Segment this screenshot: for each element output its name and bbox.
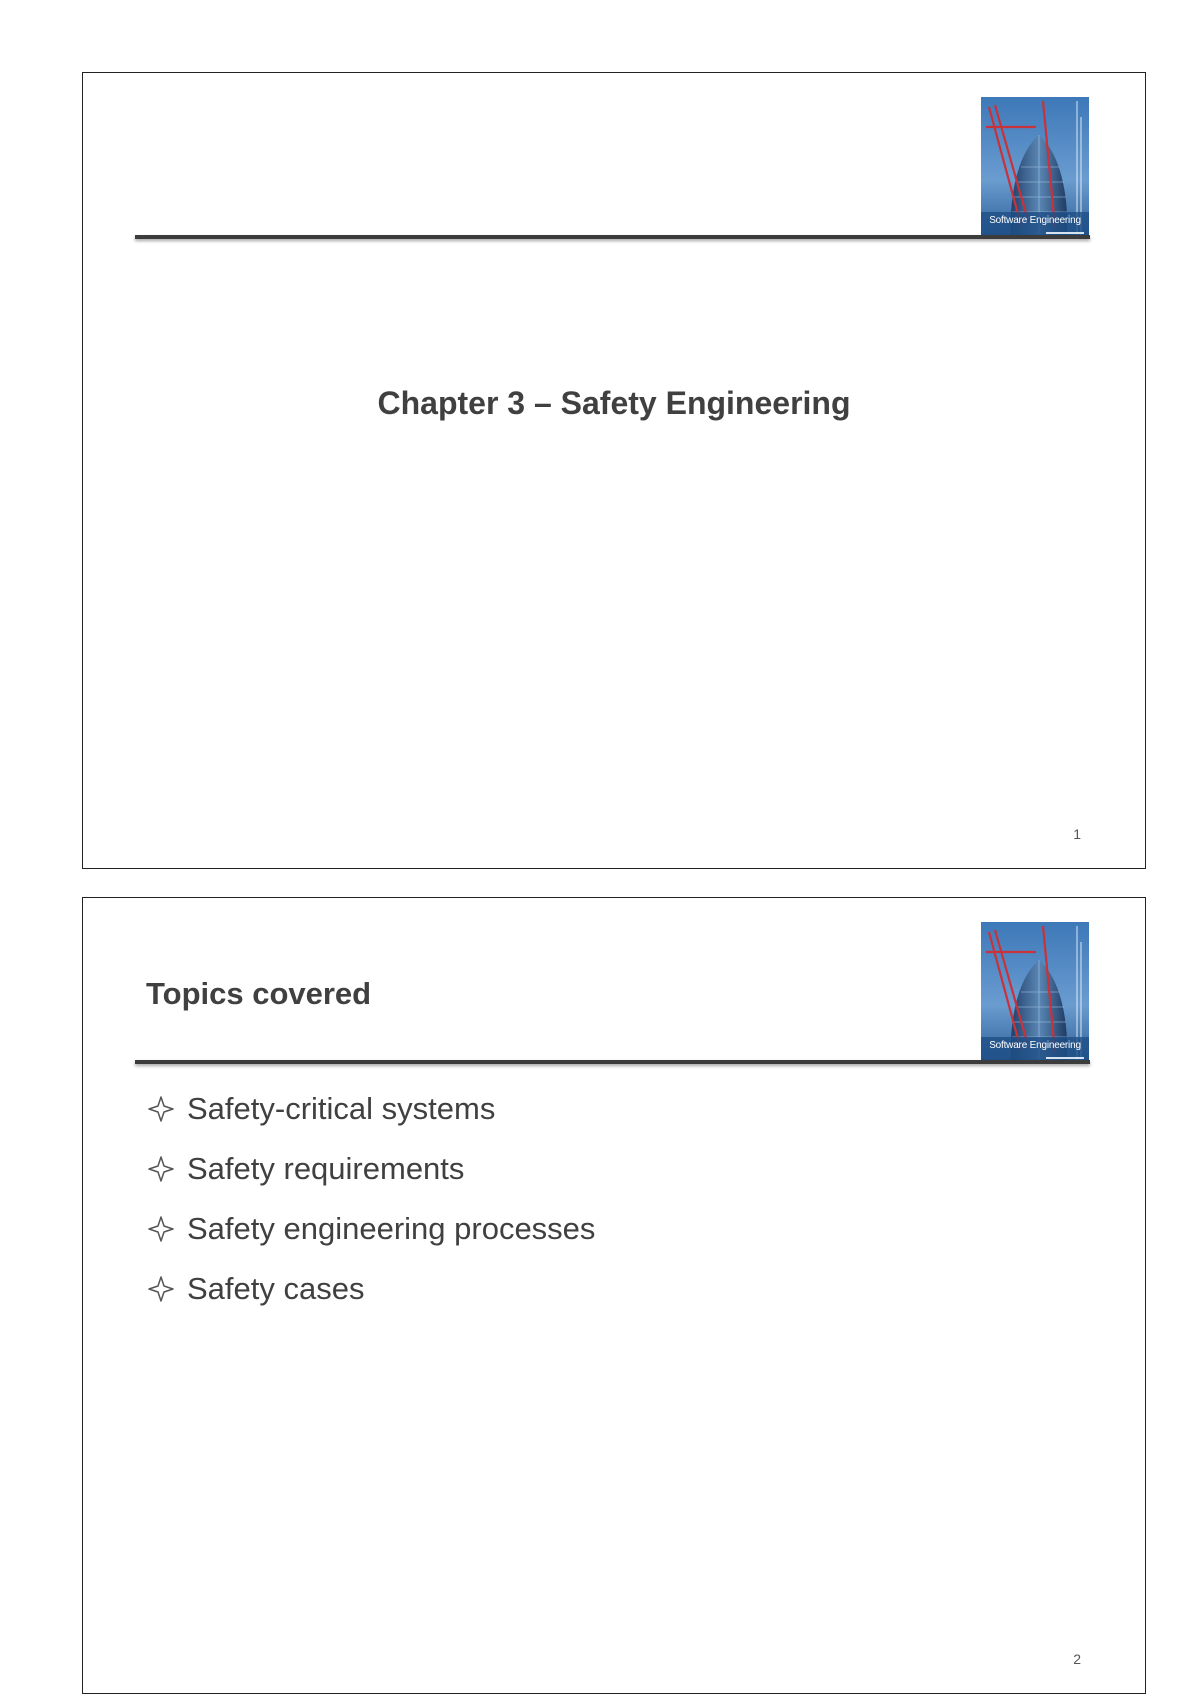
- list-item: [146, 1091, 595, 1151]
- cover-caption: Software Engineering: [989, 1040, 1081, 1051]
- page-number: 1: [1073, 826, 1081, 842]
- slide-2: [82, 897, 1146, 1694]
- cover-subtitle-bar: [1046, 1057, 1084, 1059]
- four-point-star-outline-icon: [146, 1214, 176, 1244]
- four-point-star-outline-icon: [146, 1094, 176, 1124]
- slide-title: Topics covered: [146, 976, 372, 1011]
- list-item: [146, 1211, 595, 1271]
- header-rule: [135, 235, 1090, 239]
- slide-1: [82, 72, 1146, 869]
- list-item: [146, 1151, 595, 1211]
- four-point-star-outline-icon: [146, 1274, 176, 1304]
- topics-list: [146, 1091, 595, 1331]
- list-item: [146, 1271, 595, 1331]
- chapter-title: Chapter 3 – Safety Engineering: [377, 385, 851, 421]
- four-point-star-outline-icon: [146, 1154, 176, 1184]
- cover-caption: Software Engineering: [989, 215, 1081, 226]
- list-item-text: Safety-critical systems: [187, 1091, 496, 1126]
- list-item-text: Safety requirements: [187, 1151, 465, 1186]
- page-number: 2: [1073, 1651, 1081, 1667]
- book-cover-image: [981, 922, 1089, 1061]
- list-item-text: Safety engineering processes: [187, 1211, 596, 1246]
- cover-subtitle-bar: [1046, 232, 1084, 234]
- book-cover-image: [981, 97, 1089, 236]
- list-item-text: Safety cases: [187, 1271, 365, 1306]
- header-rule: [135, 1060, 1090, 1064]
